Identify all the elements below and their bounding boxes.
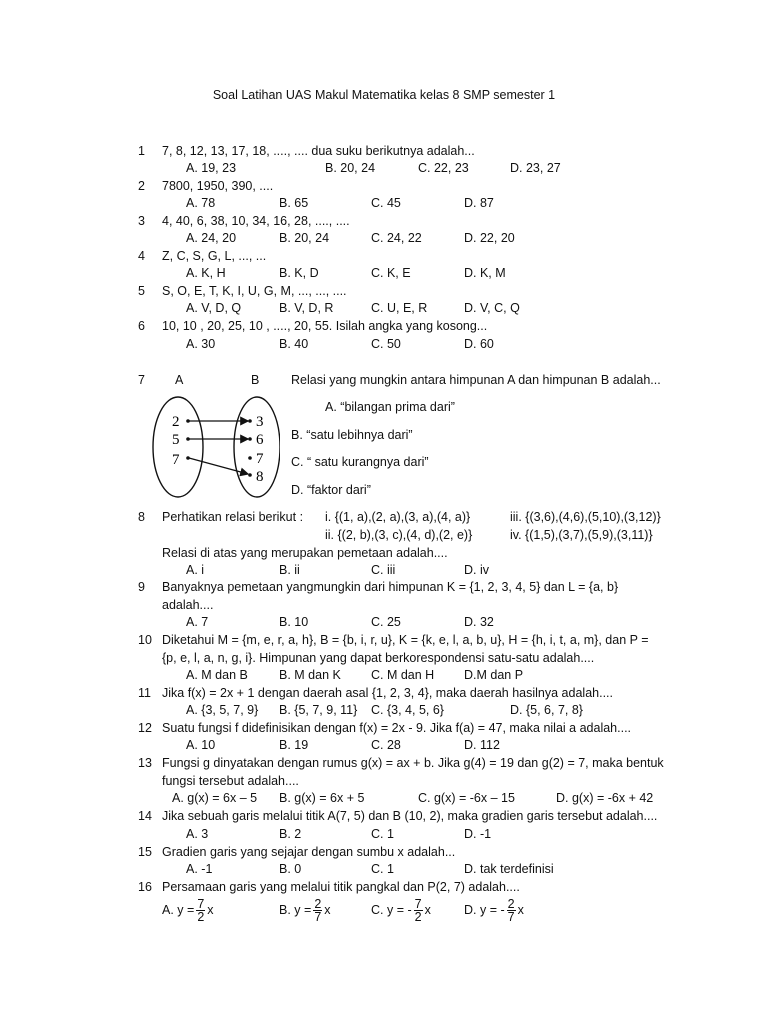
question-number: 3 [138,214,145,228]
option-d-suffix: x [517,902,524,917]
option-a: A. 7 [186,615,209,629]
option-d: D. 22, 20 [464,231,515,245]
question-text: Relasi di atas yang merupakan pemetaan adalah.... [162,546,448,560]
question-text: 4, 40, 6, 38, 10, 34, 16, 28, ...., .... [162,214,350,228]
option-c-prefix: C. y = - [371,902,412,917]
question-number: 11 [138,686,151,700]
option-c: C. 1 [371,862,394,876]
relation-ii: ii. {(2, b),(3, c),(4, d),(2, e)} [325,528,473,542]
option-c: C. K, E [371,266,411,280]
relation-arrow [189,458,248,474]
option-c: C. U, E, R [371,301,428,315]
option-b: B. M dan K [279,668,341,682]
question-number: 6 [138,319,145,333]
fraction-numerator: 7 [197,897,205,911]
option-b: B. ii [279,563,300,577]
relation-iv: iv. {(1,5),(3,7),(5,9),(3,11)} [510,528,653,542]
question-text-cont: {p, e, l, a, n, g, i}. Himpunan yang dapat berkorespondensi satu-satu adalah.... [162,651,595,665]
question-text: Persamaan garis yang melalui titik pangkal dan P(2, 7) adalah.... [162,880,520,894]
question-number: 15 [138,845,152,859]
option-a-suffix: x [207,902,214,917]
question-text: Jika f(x) = 2x + 1 dengan daerah asal {1, 2, 3, 4}, maka daerah hasilnya adalah.... [162,686,613,700]
option-d: D. 112 [464,738,500,752]
option-b: B. g(x) = 6x + 5 [279,791,365,805]
question-text: Jika sebuah garis melalui titik A(7, 5) dan B (10, 2), maka gradien garis tersebut adalah.... [162,809,658,823]
question-number: 8 [138,510,145,524]
question-text: Relasi yang mungkin antara himpunan A dan himpunan B adalah... [291,373,661,387]
option-b: B. “satu lebihnya dari” [291,428,413,442]
question-number: 16 [138,880,152,894]
set-b-label: B [251,373,260,387]
option-b: B. 20, 24 [325,161,376,175]
fraction [196,898,205,923]
fraction [414,898,423,923]
option-b: B. 0 [279,862,302,876]
option-b: B. 40 [279,337,309,351]
question-number: 5 [138,284,145,298]
question-number: 13 [138,756,152,770]
question-number: 10 [138,633,152,647]
fraction-numerator: 2 [507,897,515,911]
set-b-dot [248,437,252,441]
option-c: C. 25 [371,615,401,629]
option-d: D. “faktor dari” [291,483,371,497]
option-a: A. 3 [186,827,209,841]
set-a-element: 7 [172,452,180,468]
set-b-dot [248,419,252,423]
question-text-cont: fungsi tersebut adalah.... [162,774,299,788]
option-c: C. 22, 23 [418,161,469,175]
question-text-cont: adalah.... [162,598,214,612]
option-c: C. iii [371,563,396,577]
option-d: D. tak terdefinisi [464,862,554,876]
fraction-denominator: 2 [197,910,205,924]
option-d: D. g(x) = -6x + 42 [556,791,654,805]
set-b-element: 7 [256,451,264,467]
option-c: C. 24, 22 [371,231,422,245]
option-a: A. V, D, Q [186,301,242,315]
option-c: C. M dan H [371,668,435,682]
question-text: S, O, E, T, K, I, U, G, M, ..., ..., .... [162,284,347,298]
question-text: Gradien garis yang sejajar dengan sumbu x adalah... [162,845,456,859]
question-number: 12 [138,721,152,735]
question-number: 4 [138,249,145,263]
option-d: D. K, M [464,266,506,280]
question-text: 10, 10 , 20, 25, 10 , ...., 20, 55. Isilah angka yang kosong... [162,319,488,333]
option-c: C. 50 [371,337,401,351]
set-a-element: 2 [172,414,180,430]
fraction [507,898,516,923]
relation-iii: iii. {(3,6),(4,6),(5,10),(3,12)} [510,510,661,524]
question-text: Banyaknya pemetaan yangmungkin dari himpunan K = {1, 2, 3, 4, 5} dan L = {a, b} [162,580,619,594]
option-a: A. i [186,563,205,577]
page-title: Soal Latihan UAS Makul Matematika kelas 8 SMP semester 1 [212,88,556,102]
option-d: D. iv [464,563,489,577]
option-b: B. 20, 24 [279,231,330,245]
option-d [464,898,524,923]
option-a: A. 19, 23 [186,161,237,175]
set-b-element: 6 [256,432,264,448]
option-d: D. 23, 27 [510,161,561,175]
option-b: B. 2 [279,827,302,841]
fraction-numerator: 2 [314,897,322,911]
option-a: A. {3, 5, 7, 9} [186,703,259,717]
set-b-dot [248,473,252,477]
option-b: B. V, D, R [279,301,334,315]
option-a: A. K, H [186,266,226,280]
option-b: B. {5, 7, 9, 11} [279,703,358,717]
option-d: D. {5, 6, 7, 8} [510,703,583,717]
question-number: 14 [138,809,152,823]
set-b-element: 3 [256,414,264,430]
question-text: Fungsi g dinyatakan dengan rumus g(x) = ax + b. Jika g(4) = 19 dan g(2) = 7, maka bentuk [162,756,664,770]
option-c: C. g(x) = -6x – 15 [418,791,515,805]
relation-i: i. {(1, a),(2, a),(3, a),(4, a)} [325,510,471,524]
question-number: 7 [138,373,145,387]
option-a: A. 24, 20 [186,231,237,245]
set-b-dot [248,456,252,460]
arrow-diagram [150,394,280,504]
option-d: D. -1 [464,827,492,841]
option-c: C. “ satu kurangnya dari” [291,455,429,469]
option-c: C. {3, 4, 5, 6} [371,703,444,717]
option-b-suffix: x [324,902,331,917]
question-number: 2 [138,179,145,193]
option-a: A. 30 [186,337,216,351]
option-b [279,898,331,923]
set-b-element: 8 [256,469,264,485]
option-c [371,898,431,923]
option-a-prefix: A. y = [162,902,195,917]
fraction-numerator: 7 [414,897,422,911]
option-c-suffix: x [424,902,431,917]
option-c: C. 28 [371,738,401,752]
option-d: D. 87 [464,196,494,210]
question-intro: Perhatikan relasi berikut : [162,510,304,524]
option-a [162,898,214,923]
option-a: A. g(x) = 6x – 5 [172,791,258,805]
option-a: A. 78 [186,196,216,210]
set-a-element: 5 [172,432,180,448]
question-text: Diketahui M = {m, e, r, a, h}, B = {b, i, r, u}, K = {k, e, l, a, b, u}, H = {h, i, t, a, m}, dan P = [162,633,649,647]
question-number: 9 [138,580,145,594]
question-text: 7, 8, 12, 13, 17, 18, ...., .... dua suku berikutnya adalah... [162,144,475,158]
option-b: B. 19 [279,738,309,752]
question-text: 7800, 1950, 390, .... [162,179,274,193]
fraction-denominator: 7 [314,910,322,924]
option-d-prefix: D. y = - [464,902,505,917]
option-d: D. 32 [464,615,494,629]
option-d: D.M dan P [464,668,524,682]
set-a-label: A [175,373,184,387]
option-b-prefix: B. y = [279,902,312,917]
option-a: A. 10 [186,738,216,752]
option-a: A. -1 [186,862,213,876]
option-d: D. V, C, Q [464,301,520,315]
question-text: Suatu fungsi f didefinisikan dengan f(x) = 2x - 9. Jika f(a) = 47, maka nilai a adalah.... [162,721,632,735]
option-c: C. 1 [371,827,394,841]
option-a: A. M dan B [186,668,248,682]
fraction [313,898,322,923]
option-a: A. “bilangan prima dari” [325,400,455,414]
fraction-denominator: 2 [414,910,422,924]
option-d: D. 60 [464,337,494,351]
option-b: B. 65 [279,196,309,210]
question-number: 1 [138,144,145,158]
option-b: B. 10 [279,615,309,629]
fraction-denominator: 7 [507,910,515,924]
option-b: B. K, D [279,266,319,280]
question-text: Z, C, S, G, L, ..., ... [162,249,267,263]
option-c: C. 45 [371,196,401,210]
